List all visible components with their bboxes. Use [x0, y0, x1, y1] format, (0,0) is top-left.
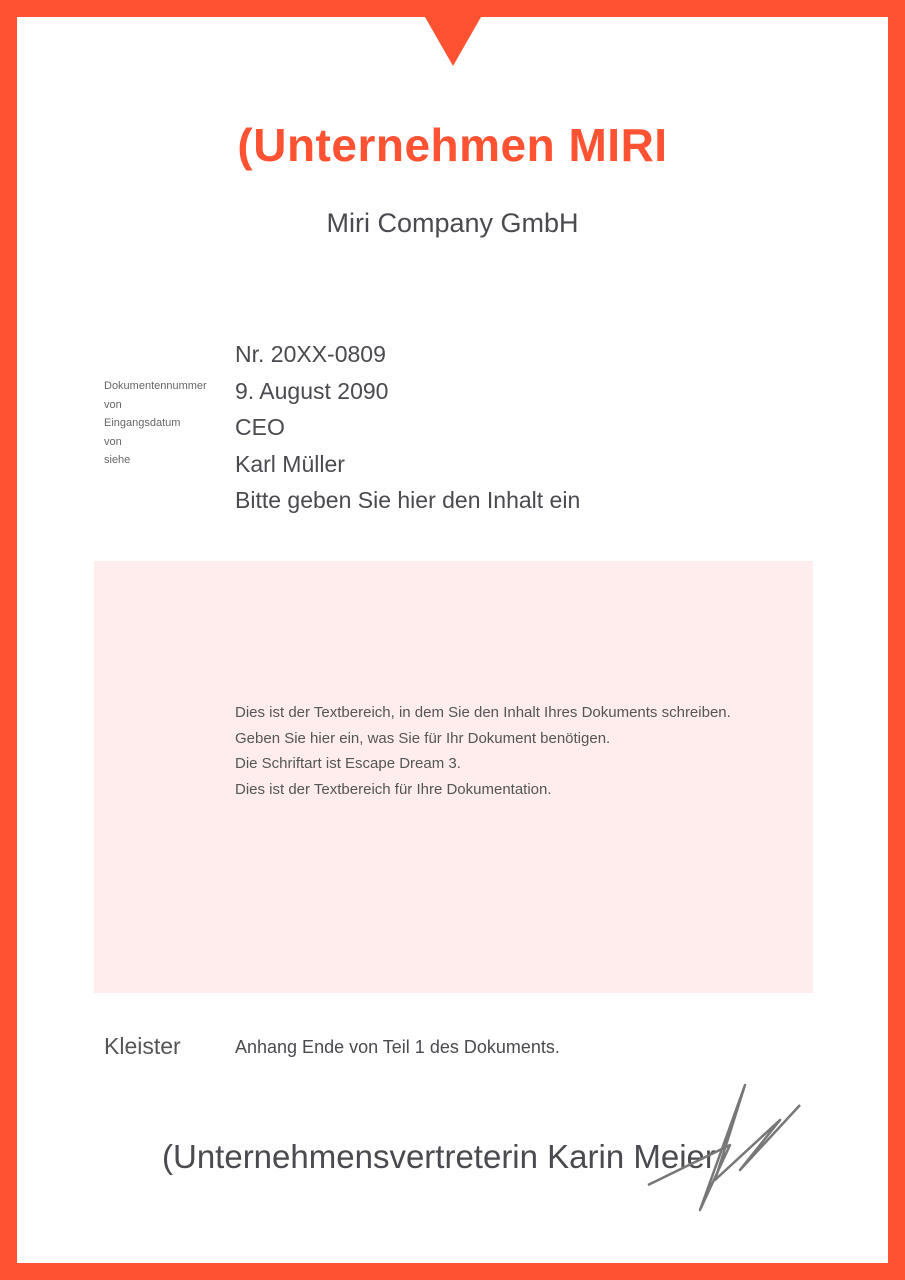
- label-received-date: Eingangsdatum: [104, 417, 181, 429]
- content-text: [235, 700, 731, 802]
- label-von: von: [104, 398, 122, 411]
- content-line: Geben Sie hier ein, was Sie für Ihr Dokument benötigen.: [235, 729, 611, 747]
- top-triangle-decoration: [425, 17, 481, 66]
- doc-number: Nr. 20XX-0809: [235, 341, 386, 367]
- date: 9. August 2090: [235, 377, 389, 404]
- content-line: Dies ist der Textbereich, in dem Sie den Inhalt Ihres Dokuments schreiben.: [235, 704, 731, 721]
- field-values: [235, 336, 580, 519]
- field-labels: [104, 377, 207, 470]
- label-doc-number: Dokumentennummer: [104, 380, 207, 392]
- subject: Bitte geben Sie hier den Inhalt ein: [235, 487, 581, 513]
- footer-note: Anhang Ende von Teil 1 des Dokuments.: [235, 1037, 560, 1057]
- label-von-2: von: [104, 435, 122, 448]
- content-line: Die Schriftart ist Escape Dream 3.: [235, 755, 461, 772]
- signature-scribble: [640, 1075, 810, 1220]
- footer-label: Kleister: [104, 1033, 181, 1059]
- label-siehe: siehe: [104, 454, 131, 466]
- company-name: Miri Company GmbH: [326, 208, 579, 238]
- person: Karl Müller: [235, 450, 345, 477]
- role: CEO: [235, 414, 285, 440]
- signatory-name: (Unternehmensvertreterin Karin Meier: [162, 1138, 716, 1175]
- company-title: (Unternehmen MIRI: [237, 119, 668, 171]
- content-line: Dies ist der Textbereich für Ihre Dokumentation.: [235, 780, 552, 798]
